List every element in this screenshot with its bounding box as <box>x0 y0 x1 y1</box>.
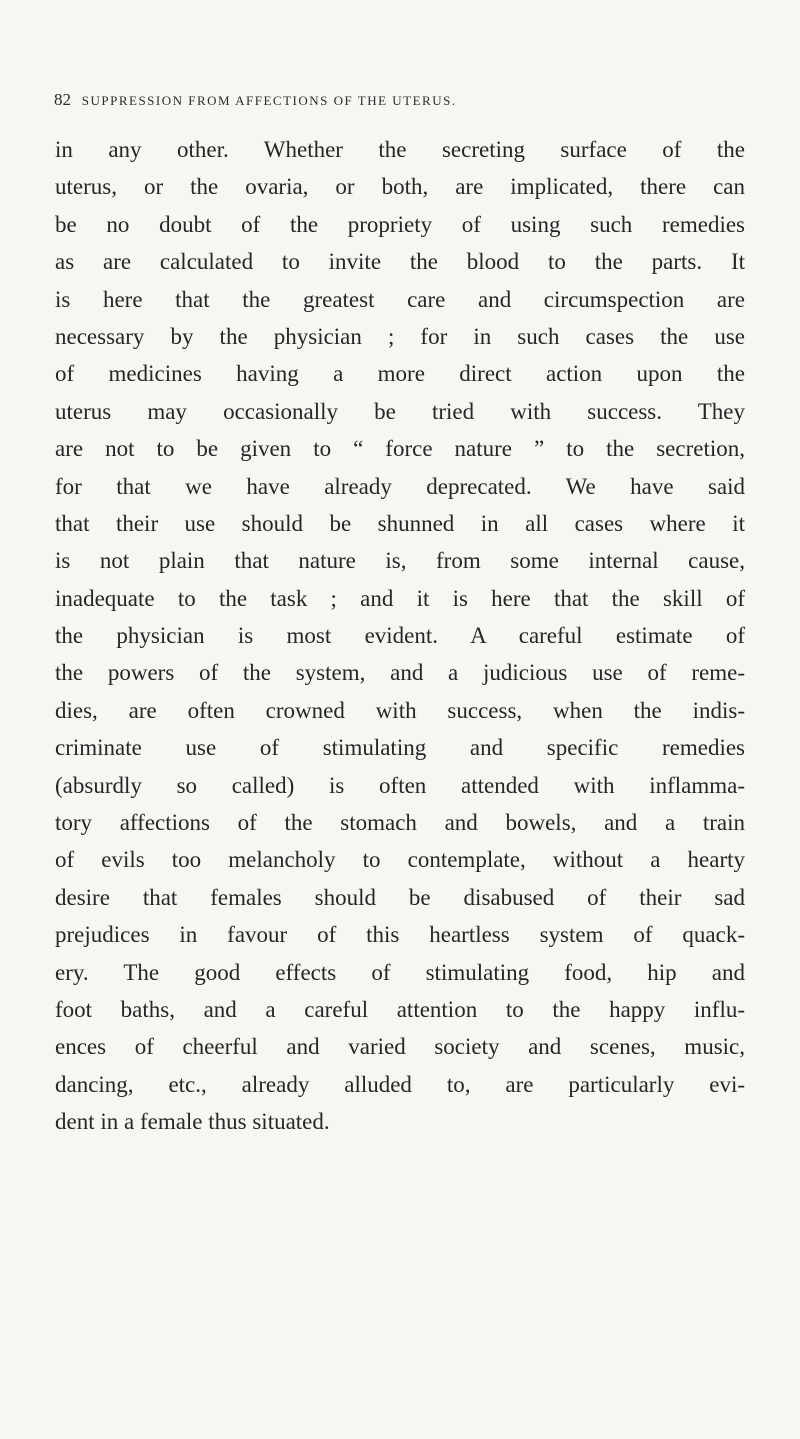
running-head-title: SUPPRESSION FROM AFFECTIONS OF THE UTERUS. <box>81 93 457 108</box>
text-line: foot baths, and a careful attention to the happy influ- <box>55 996 745 1022</box>
text-line: prejudices in favour of this heartless system of quack- <box>55 922 745 948</box>
text-line: be no doubt of the propriety of using such remedies <box>55 211 745 237</box>
text-line: is not plain that nature is, from some internal cause, <box>55 548 745 574</box>
text-line: ences of cheerful and varied society and scenes, music, <box>55 1034 745 1060</box>
text-line: (absurdly so called) is often attended with inflamma- <box>55 772 745 798</box>
text-line: inadequate to the task ; and it is here that the skill of <box>55 585 745 611</box>
text-line: dent in a female thus situated. <box>55 1109 330 1135</box>
running-head <box>54 90 754 114</box>
text-line: uterus may occasionally be tried with success. They <box>55 398 745 424</box>
text-line: necessary by the physician ; for in such cases the use <box>55 323 745 349</box>
text-line: desire that females should be disabused of their sad <box>55 884 745 910</box>
text-line: as are calculated to invite the blood to the parts. It <box>55 249 745 275</box>
text-line: of evils too melancholy to contemplate, without a hearty <box>55 847 745 873</box>
text-line: for that we have already deprecated. We have said <box>55 473 745 499</box>
text-line: in any other. Whether the secreting surface of the <box>55 137 745 162</box>
text-line: uterus, or the ovaria, or both, are implicated, there can <box>55 174 745 200</box>
text-line: the physician is most evident. A careful estimate of <box>55 623 745 649</box>
text-line: ery. The good effects of stimulating food, hip and <box>55 959 745 985</box>
text-line: criminate use of stimulating and specific remedies <box>55 735 745 761</box>
text-line: dies, are often crowned with success, when the indis- <box>55 697 745 723</box>
text-line: are not to be given to “ force nature ” to the secretion, <box>55 436 745 462</box>
text-line: that their use should be shunned in all cases where it <box>55 510 745 536</box>
text-line: dancing, etc., already alluded to, are particularly evi- <box>55 1071 745 1097</box>
body-paragraph <box>55 131 745 1141</box>
text-line: the powers of the system, and a judicious use of reme- <box>55 660 745 686</box>
page-number: 82 <box>54 90 71 109</box>
text-line: tory affections of the stomach and bowels, and a train <box>55 810 745 836</box>
text-line: is here that the greatest care and circumspection are <box>55 286 745 312</box>
text-line: of medicines having a more direct action upon the <box>55 361 745 387</box>
